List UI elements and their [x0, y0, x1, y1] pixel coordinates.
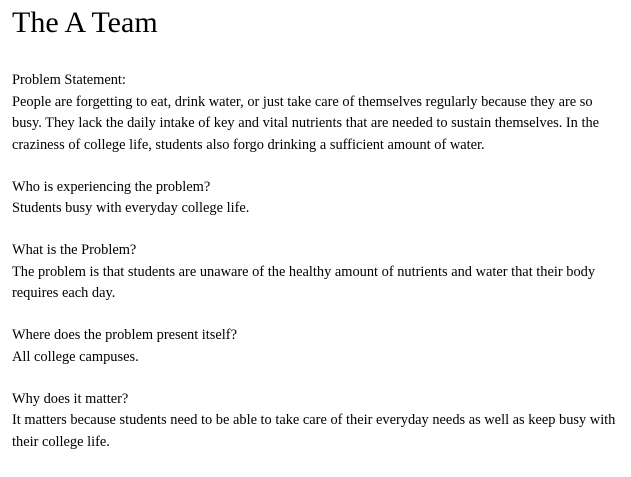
- section-heading: Problem Statement:: [12, 72, 126, 88]
- who-section: [12, 177, 619, 220]
- what-section: [12, 240, 619, 305]
- why-section: [12, 389, 619, 454]
- section-body: People are forgetting to eat, drink water, or just take care of themselves regularly because they are so busy. They lack the daily intake of key and vital nutrients that are needed to sustain themselves. In the craziness of college life, students also forgo drinking a sufficient amount of water.: [12, 93, 600, 153]
- problem-statement-section: [12, 70, 619, 156]
- section-heading: What is the Problem?: [12, 242, 137, 258]
- section-body: Students busy with everyday college life.: [12, 200, 250, 216]
- section-heading: Where does the problem present itself?: [12, 327, 237, 343]
- page-title: The A Team: [12, 6, 158, 39]
- where-section: [12, 325, 619, 368]
- document-content: [12, 70, 619, 453]
- section-body: All college campuses.: [12, 348, 139, 365]
- section-body: The problem is that students are unaware of the healthy amount of nutrients and water that their body requires each day.: [12, 263, 596, 301]
- section-heading: Why does it matter?: [12, 390, 129, 407]
- section-body: It matters because students need to be able to take care of their everyday needs as well as keep busy with their college life.: [12, 412, 616, 450]
- section-heading: Who is experiencing the problem?: [12, 178, 211, 195]
